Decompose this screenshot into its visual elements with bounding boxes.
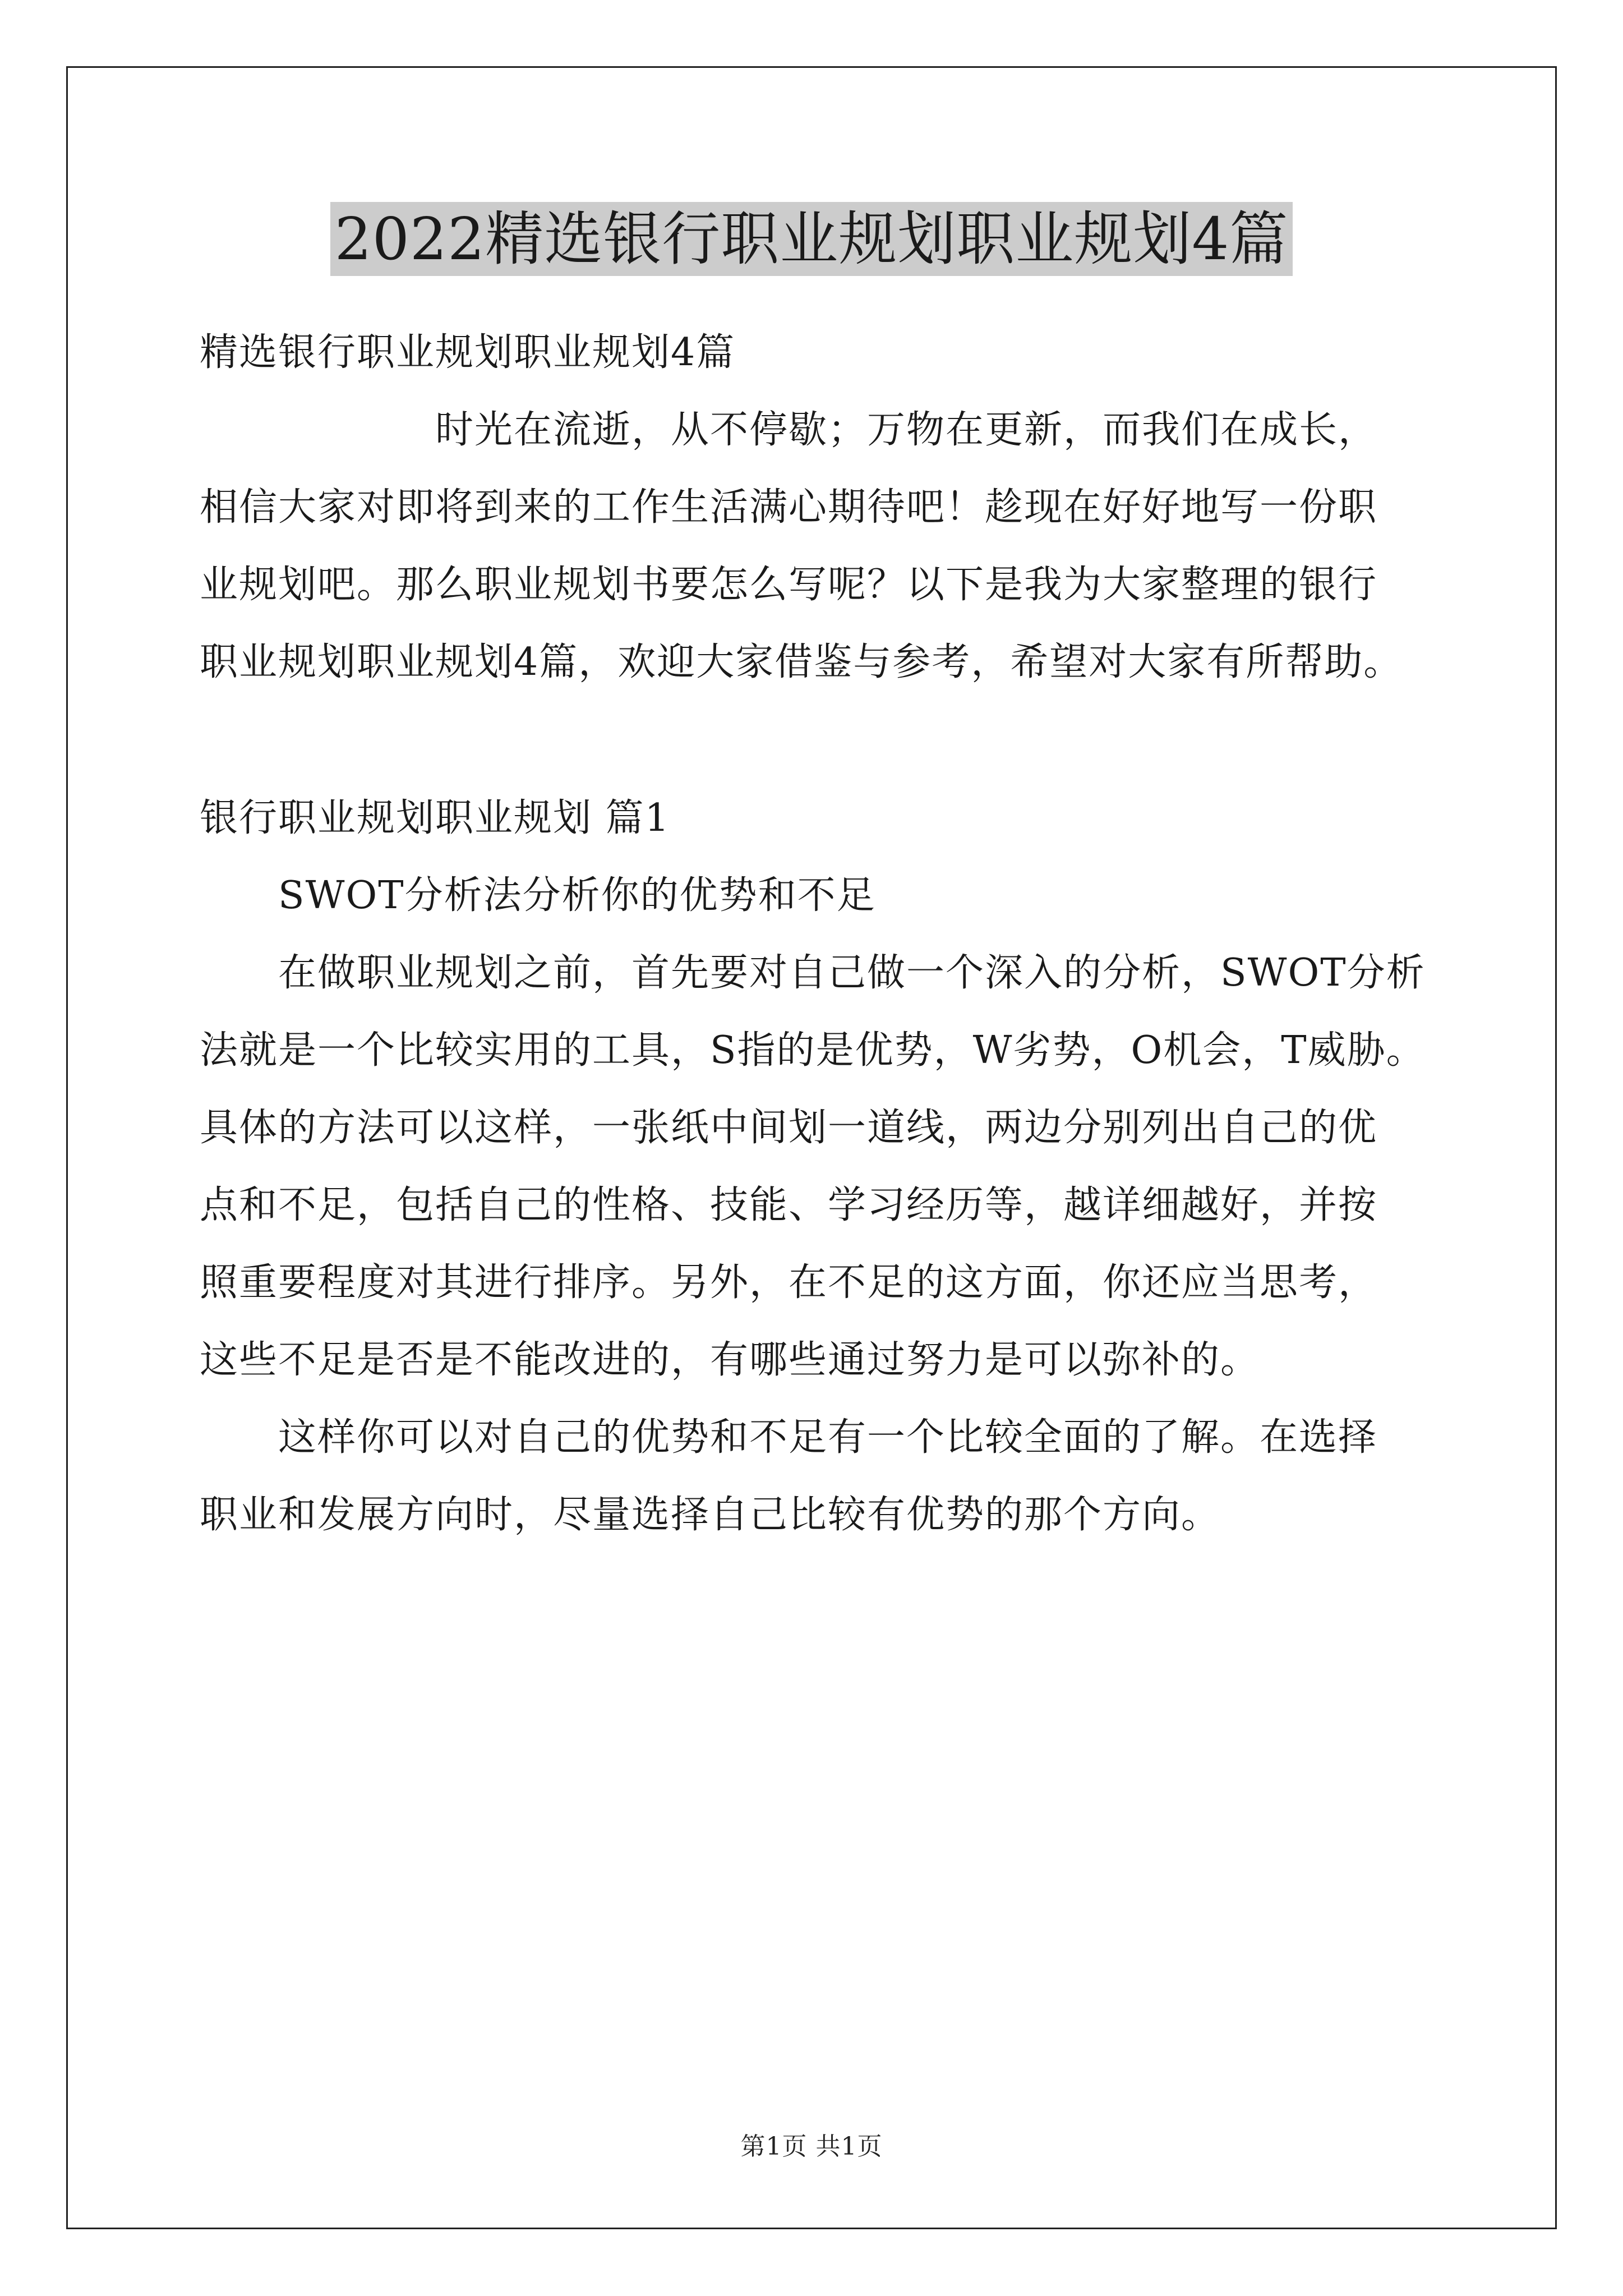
swot-heading: SWOT分析法分析你的优势和不足: [278, 873, 876, 918]
intro-line: 业规划吧。那么职业规划书要怎么写呢？以下是我为大家整理的银行: [200, 563, 1378, 607]
section-heading: 银行职业规划职业规划 篇1: [200, 796, 670, 840]
paragraph-line: 职业和发展方向时，尽量选择自己比较有优势的那个方向。: [200, 1493, 1221, 1537]
paragraph-line: 照重要程度对其进行排序。另外，在不足的这方面，你还应当思考，: [200, 1260, 1378, 1305]
document-title: 2022精选银行职业规划职业规划4篇: [330, 202, 1293, 276]
paragraph-line: 法就是一个比较实用的工具，S指的是优势，W劣势，O机会，T威胁。: [200, 1028, 1426, 1073]
paragraph-line: 在做职业规划之前，首先要对自己做一个深入的分析，SWOT分析: [278, 951, 1426, 995]
page-footer: 第1页 共1页: [740, 2132, 883, 2161]
intro-line: 职业规划职业规划4篇，欢迎大家借鉴与参考，希望对大家有所帮助。: [200, 640, 1403, 684]
paragraph-line: 这些不足是否是不能改进的，有哪些通过努力是可以弥补的。: [200, 1338, 1260, 1382]
paragraph-line: 具体的方法可以这样，一张纸中间划一道线，两边分别列出自己的优: [200, 1106, 1378, 1150]
document-subtitle: 精选银行职业规划职业规划4篇: [200, 330, 736, 375]
intro-line: 时光在流逝，从不停歇；万物在更新，而我们在成长，: [435, 408, 1378, 452]
title-container: [0, 202, 1623, 276]
paragraph-line: 点和不足，包括自己的性格、技能、学习经历等，越详细越好，并按: [200, 1183, 1378, 1227]
paragraph-line: 这样你可以对自己的优势和不足有一个比较全面的了解。在选择: [278, 1415, 1378, 1460]
intro-line: 相信大家对即将到来的工作生活满心期待吧！趁现在好好地写一份职: [200, 485, 1378, 530]
document-body: [200, 314, 1428, 1554]
